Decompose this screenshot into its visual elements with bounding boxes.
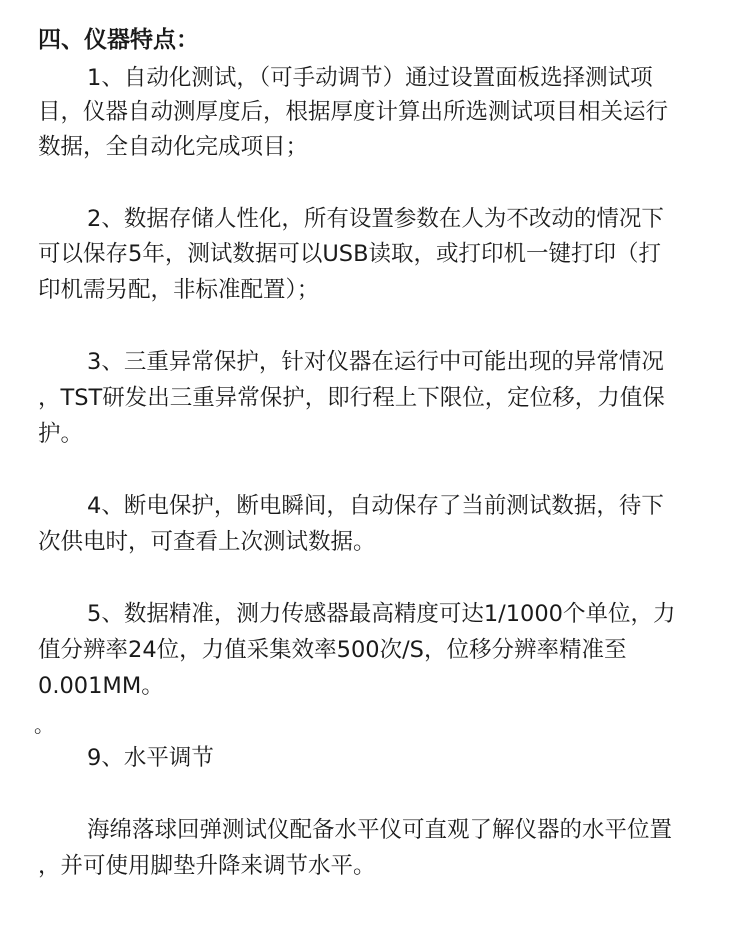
- paragraph-5-line-2: 值分辨率24位，力值采集效率500次/S，位移分辨率精准至: [38, 637, 627, 663]
- paragraph-4-line-1: 4、断电保护，断电瞬间，自动保存了当前测试数据，待下: [87, 493, 664, 519]
- section-9-line-1: 海绵落球回弹测试仪配备水平仪可直观了解仪器的水平位置: [87, 817, 673, 843]
- paragraph-4-line-2: 次供电时，可查看上次测试数据。: [38, 529, 376, 555]
- paragraph-3-line-1: 3、三重异常保护，针对仪器在运行中可能出现的异常情况: [87, 349, 664, 375]
- paragraph-3-line-3: 护。: [38, 421, 84, 447]
- paragraph-1-line-1: 1、自动化测试，（可手动调节）通过设置面板选择测试项: [87, 65, 653, 91]
- paragraph-5-line-1: 5、数据精准，测力传感器最高精度可达1/1000个单位，力: [87, 601, 676, 627]
- section-heading: 四、仪器特点：: [38, 27, 199, 53]
- stray-full-stop: 。: [34, 713, 54, 737]
- paragraph-3-line-2: ，TST研发出三重异常保护，即行程上下限位，定位移，力值保: [38, 385, 665, 411]
- paragraph-1-line-2: 目，仪器自动测厚度后，根据厚度计算出所选测试项目相关运行: [38, 99, 669, 125]
- paragraph-2-line-3: 印机需另配，非标准配置）；: [38, 277, 320, 303]
- paragraph-1-line-3: 数据，全自动化完成项目；: [38, 134, 309, 160]
- paragraph-5-line-3: 0.001MM。: [38, 673, 164, 699]
- section-9-line-2: ，并可使用脚垫升降来调节水平。: [38, 853, 376, 879]
- section-9-title: 9、水平调节: [87, 745, 214, 771]
- paragraph-2-line-2: 可以保存5年，测试数据可以USB读取，或打印机一键打印（打: [38, 241, 662, 267]
- paragraph-2-line-1: 2、数据存储人性化，所有设置参数在人为不改动的情况下: [87, 206, 664, 232]
